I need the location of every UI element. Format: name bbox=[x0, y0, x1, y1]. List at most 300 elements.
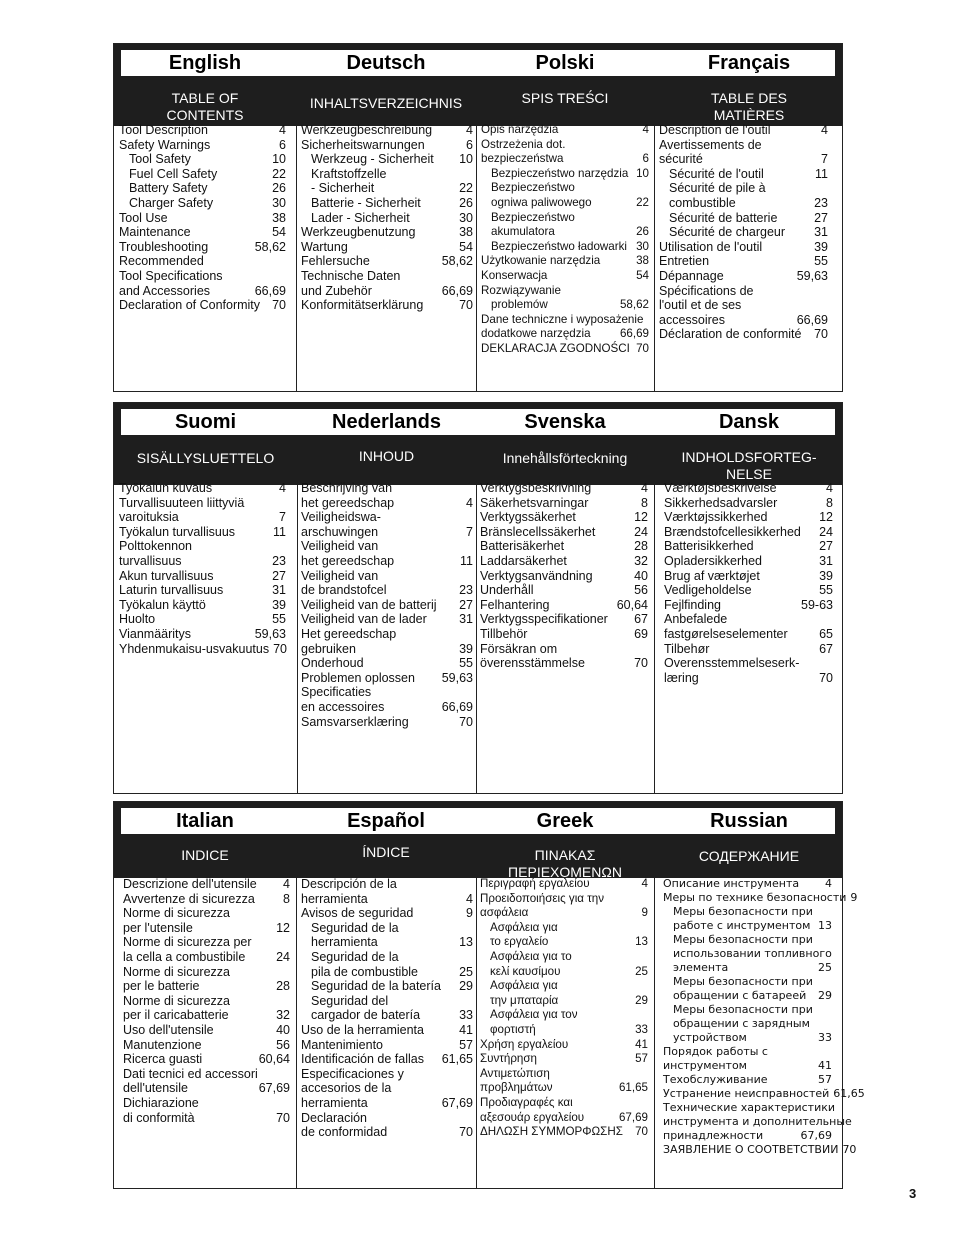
toc-entry-page: 4 bbox=[642, 123, 649, 136]
toc-entry bbox=[480, 656, 648, 671]
toc-entry bbox=[119, 138, 286, 153]
toc-entry-page: 29 bbox=[459, 979, 473, 994]
toc-entry bbox=[301, 1096, 473, 1111]
toc-entry-page: 67,69 bbox=[800, 1129, 832, 1142]
toc-entry-title: Overensstemmelseserk- bbox=[664, 656, 800, 671]
toc-entry-title: Spécifications de bbox=[659, 283, 754, 298]
toc-entry bbox=[480, 1023, 648, 1038]
toc-entry-title: bezpieczeństwa bbox=[481, 152, 564, 166]
toc-entry-title: Меры безопасности при bbox=[673, 905, 813, 918]
toc-entry bbox=[480, 627, 648, 642]
toc-entry-title: Mantenimiento bbox=[301, 1037, 383, 1052]
toc-entry bbox=[119, 525, 286, 540]
toc-entry-page: 13 bbox=[459, 935, 473, 950]
toc-entry-page: 40 bbox=[634, 568, 648, 583]
toc-entry-page: 41 bbox=[459, 1022, 473, 1037]
toc-entry-page: 67,69 bbox=[441, 1095, 473, 1110]
toc-entry bbox=[119, 167, 286, 182]
toc-entry-title: Меры безопасности при bbox=[673, 933, 813, 946]
toc-entry-title: Fehlersuche bbox=[301, 254, 370, 269]
toc-entry-page: 4 bbox=[641, 877, 648, 890]
toc-entry-title: Меры по технике безопасности bbox=[663, 891, 847, 904]
toc-entry-title: Werkzeugbeschreibung bbox=[301, 123, 433, 137]
toc-entry bbox=[480, 598, 648, 613]
toc-entry bbox=[480, 979, 648, 994]
toc-entry-page: 10 bbox=[636, 166, 649, 180]
toc-entry bbox=[664, 671, 833, 686]
toc-entry-title: ασφάλεια bbox=[480, 906, 529, 920]
toc-entry-title: cargador de batería bbox=[311, 1008, 421, 1023]
toc-entry-page: 27 bbox=[819, 539, 833, 554]
toc-entry bbox=[664, 510, 833, 525]
contents-heading: INDICE bbox=[181, 847, 229, 863]
toc-entry bbox=[480, 1008, 648, 1023]
toc-entry bbox=[659, 181, 828, 196]
toc-entry-page: 13 bbox=[635, 935, 648, 949]
contents-heading: ΠΙΝΑΚΑΣ ΠΕΡΙΕΧΟΜΕΝΩΝ bbox=[508, 847, 622, 880]
toc-entry-page: 25 bbox=[635, 964, 648, 978]
toc-entry-title: Brug af værktøjet bbox=[664, 568, 760, 583]
toc-entry-title: Ασφάλεια για bbox=[490, 920, 558, 934]
toc-entry-page: 10 bbox=[272, 152, 286, 167]
toc-entry-title: Identificación de fallas bbox=[301, 1052, 424, 1067]
toc-entry bbox=[663, 1087, 865, 1101]
toc-entry-page: 32 bbox=[634, 553, 648, 568]
toc-entry bbox=[119, 481, 286, 496]
toc-entry bbox=[659, 152, 828, 167]
toc-entry-page: 4 bbox=[821, 123, 828, 137]
toc-entry bbox=[301, 642, 473, 657]
toc-entry bbox=[659, 284, 828, 299]
toc-entry-page: 6 bbox=[642, 152, 649, 166]
toc-entry-title: Προειδοποιήσεις για την bbox=[480, 891, 605, 905]
toc-entry bbox=[659, 167, 828, 182]
toc-entry bbox=[301, 1111, 473, 1126]
toc-entry bbox=[301, 1008, 473, 1023]
toc-entry-title: Technische Daten bbox=[301, 268, 401, 283]
toc-entry-title: Bezpieczeństwo bbox=[491, 210, 575, 224]
toc-entry-title: Vedligeholdelse bbox=[664, 583, 752, 598]
toc-entry-title: Ασφάλεια για το bbox=[490, 949, 572, 963]
toc-entry-page: 66,69 bbox=[796, 312, 828, 327]
toc-entry-page: 38 bbox=[272, 210, 286, 225]
toc-entry bbox=[301, 715, 473, 730]
toc-entry-title: Sikkerhedsadvarsler bbox=[664, 495, 778, 510]
language-name: Russian bbox=[710, 810, 788, 832]
toc-entry bbox=[301, 138, 473, 153]
toc-entry-title: Opladersikkerhed bbox=[664, 553, 762, 568]
toc-entry-title: την μπαταρία bbox=[490, 993, 559, 1007]
toc-entry bbox=[664, 539, 833, 554]
toc-entry-page: 66,69 bbox=[254, 283, 286, 298]
toc-entry bbox=[480, 950, 648, 965]
toc-entries bbox=[664, 481, 833, 685]
toc-entry-title: Veiligheid van bbox=[301, 568, 379, 583]
language-name: Italian bbox=[176, 810, 234, 832]
toc-entry-title: работе с инструментом bbox=[673, 919, 811, 932]
toc-column bbox=[476, 403, 654, 795]
toc-entry bbox=[663, 1143, 857, 1157]
toc-entry bbox=[664, 554, 833, 569]
toc-entry-title: Norme di sicurezza bbox=[123, 964, 230, 979]
toc-entry-title: обращении с зарядным bbox=[673, 1017, 810, 1030]
toc-entry bbox=[481, 225, 649, 240]
toc-entry-page: 38 bbox=[636, 254, 649, 268]
toc-entry-page: 70 bbox=[276, 1110, 290, 1125]
toc-entry-page: 54 bbox=[459, 239, 473, 254]
toc-entry bbox=[301, 167, 473, 182]
toc-entry-page: 67,69 bbox=[258, 1081, 290, 1096]
toc-entry-page: 31 bbox=[814, 225, 828, 240]
toc-entry bbox=[301, 877, 473, 892]
toc-entry bbox=[481, 342, 649, 357]
toc-entry-title: Felhantering bbox=[480, 597, 550, 612]
toc-entry-title: herramienta bbox=[301, 891, 368, 906]
toc-entry-page: 9 bbox=[641, 906, 648, 920]
toc-entry-page: 30 bbox=[272, 195, 286, 210]
toc-entry-title: Norme di sicurezza bbox=[123, 993, 230, 1008]
toc-entry-title: en accessoires bbox=[301, 699, 385, 714]
toc-entry bbox=[301, 598, 473, 613]
toc-entry-title: arschuwingen bbox=[301, 524, 379, 539]
toc-entry-title: Försäkran om bbox=[480, 641, 558, 656]
toc-entry bbox=[119, 642, 286, 657]
toc-entry-title: Αντιμετώπιση bbox=[480, 1066, 550, 1080]
toc-entry bbox=[123, 935, 290, 950]
toc-entry bbox=[663, 905, 832, 919]
toc-entry bbox=[301, 583, 473, 598]
toc-entry-title: herramienta bbox=[301, 1095, 368, 1110]
toc-entry-title: sécurité bbox=[659, 152, 703, 167]
language-block bbox=[113, 43, 843, 392]
toc-entries bbox=[480, 877, 648, 1140]
toc-entry bbox=[301, 181, 473, 196]
toc-entry-title: Batterisäkerhet bbox=[480, 539, 565, 554]
toc-entry-page: 41 bbox=[818, 1059, 832, 1072]
toc-entry-title: herramienta bbox=[311, 935, 378, 950]
toc-entry bbox=[664, 656, 833, 671]
toc-entry bbox=[119, 598, 286, 613]
toc-entry-title: læring bbox=[664, 670, 699, 685]
toc-entry-title: Bezpieczeństwo bbox=[491, 181, 575, 195]
toc-entry bbox=[480, 994, 648, 1009]
toc-entry-title: Wartung bbox=[301, 239, 348, 254]
toc-entry bbox=[123, 906, 290, 921]
toc-entry-page: 70 bbox=[459, 298, 473, 313]
toc-entry-page: 55 bbox=[814, 254, 828, 269]
contents-heading: TABLE DES MATIÈRES bbox=[711, 90, 787, 123]
toc-entry bbox=[659, 254, 828, 269]
toc-entry-page: 56 bbox=[634, 583, 648, 598]
toc-entry bbox=[481, 167, 649, 182]
toc-entry-page: 54 bbox=[272, 225, 286, 240]
page-number: 3 bbox=[909, 1186, 917, 1201]
toc-entry bbox=[301, 298, 473, 313]
toc-entry-title: инструментом bbox=[663, 1059, 747, 1072]
contents-heading: ÍNDICE bbox=[362, 844, 410, 860]
toc-entry-title: Samsvarserklæring bbox=[301, 714, 409, 729]
toc-entry-title: Norme di sicurezza bbox=[123, 906, 230, 921]
toc-entry-title: Utilisation de l'outil bbox=[659, 239, 763, 254]
toc-entry-page: 66,69 bbox=[619, 327, 649, 341]
toc-entry-title: Charger Safety bbox=[129, 195, 214, 210]
toc-entry-page: 26 bbox=[636, 225, 649, 239]
toc-entry-title: κελί καυσίμου bbox=[490, 964, 561, 978]
toc-entries bbox=[301, 481, 473, 729]
toc-entry-page: 11 bbox=[815, 166, 828, 181]
toc-entry bbox=[119, 196, 286, 211]
toc-entry bbox=[301, 1125, 473, 1140]
toc-entry-page: 55 bbox=[272, 612, 286, 627]
toc-entry-page: 4 bbox=[466, 495, 473, 510]
toc-entry-page: 67,69 bbox=[618, 1110, 648, 1124]
toc-entry-title: Προδιαγραφές και bbox=[480, 1095, 573, 1109]
toc-entry-page: 33 bbox=[818, 1031, 832, 1044]
toc-entry-page: 61,65 bbox=[441, 1052, 473, 1067]
toc-entry bbox=[664, 627, 833, 642]
toc-entry-title: Opis narzędzia bbox=[481, 123, 559, 136]
toc-entry-page: 66,69 bbox=[441, 283, 473, 298]
toc-entry-page: 22 bbox=[272, 166, 286, 181]
toc-entry bbox=[301, 965, 473, 980]
toc-entry bbox=[119, 539, 286, 554]
toc-entry-page: 26 bbox=[459, 195, 473, 210]
toc-entry-page: 30 bbox=[636, 239, 649, 253]
toc-entry-title: προβλημάτων bbox=[480, 1081, 553, 1095]
toc-entry bbox=[301, 627, 473, 642]
toc-entry-page: 7 bbox=[466, 524, 473, 539]
toc-entry-page: 30 bbox=[459, 210, 473, 225]
toc-entry-page: 6 bbox=[466, 137, 473, 152]
toc-entry-page: 40 bbox=[276, 1022, 290, 1037]
toc-entry-title: Laddarsäkerhet bbox=[480, 553, 567, 568]
toc-entries bbox=[123, 877, 290, 1125]
toc-entry-page: 70 bbox=[272, 298, 286, 313]
toc-entry bbox=[480, 1067, 648, 1082]
toc-entry-page: 9 bbox=[850, 891, 858, 904]
toc-entry bbox=[123, 1081, 290, 1096]
toc-entry bbox=[480, 1125, 648, 1140]
toc-entry-title: dell'utensile bbox=[123, 1081, 188, 1096]
toc-entry bbox=[480, 1081, 648, 1096]
toc-entry bbox=[119, 583, 286, 598]
language-block bbox=[113, 801, 865, 1189]
toc-entry-page: 8 bbox=[283, 891, 290, 906]
toc-entry-page: 4 bbox=[826, 481, 833, 495]
toc-entry bbox=[481, 327, 649, 342]
toc-entry-page: 7 bbox=[279, 510, 286, 525]
toc-entry-page: 60,64 bbox=[616, 597, 648, 612]
toc-entry-title: Recommended bbox=[119, 254, 204, 269]
toc-entry bbox=[301, 284, 473, 299]
toc-entry-page: 23 bbox=[814, 195, 828, 210]
language-name: Français bbox=[707, 52, 791, 74]
toc-entry bbox=[301, 481, 473, 496]
toc-column bbox=[296, 44, 476, 393]
toc-entry-title: Uso dell'utensile bbox=[123, 1022, 214, 1037]
toc-entry-title: Техобслуживание bbox=[663, 1073, 768, 1086]
toc-entry-title: Seguridad de la bbox=[311, 949, 399, 964]
toc-entry bbox=[480, 539, 648, 554]
toc-entry-title: ogniwa paliwowego bbox=[491, 195, 592, 209]
toc-entry bbox=[119, 298, 286, 313]
contents-heading: SPIS TREŚCI bbox=[521, 90, 609, 106]
toc-entry bbox=[481, 284, 649, 299]
toc-entry bbox=[301, 496, 473, 511]
toc-entry bbox=[481, 196, 649, 211]
toc-entry-title: Технические характеристики bbox=[663, 1101, 836, 1114]
toc-entry-title: de conformidad bbox=[301, 1125, 388, 1140]
toc-entry-page: 29 bbox=[635, 993, 648, 1007]
language-name: Español bbox=[347, 810, 425, 832]
toc-entry-page: 65 bbox=[819, 626, 833, 641]
toc-entry-page: 31 bbox=[459, 612, 473, 627]
contents-heading: INHOUD bbox=[358, 448, 415, 464]
toc-entry-title: Werkzeug - Sicherheit bbox=[311, 152, 434, 167]
toc-entry-page: 27 bbox=[814, 210, 828, 225]
toc-entry-title: und Zubehör bbox=[301, 283, 372, 298]
toc-entry bbox=[123, 994, 290, 1009]
toc-entry bbox=[663, 961, 832, 975]
toc-entry bbox=[301, 1081, 473, 1096]
toc-entry-title: Bezpieczeństwo ładowarki bbox=[491, 239, 627, 253]
toc-entry-page: 11 bbox=[273, 524, 286, 539]
toc-entry-page: 41 bbox=[635, 1037, 648, 1051]
toc-entry bbox=[480, 642, 648, 657]
toc-entry-title: Rozwiązywanie bbox=[481, 283, 561, 297]
toc-entry bbox=[301, 656, 473, 671]
toc-entry-page: 27 bbox=[272, 568, 286, 583]
toc-entry-title: di conformità bbox=[123, 1110, 195, 1125]
toc-entry bbox=[123, 1067, 290, 1082]
toc-entry bbox=[663, 1003, 832, 1017]
toc-entry-title: Laturin turvallisuus bbox=[119, 583, 224, 598]
toc-column bbox=[654, 802, 865, 1190]
toc-entry bbox=[664, 569, 833, 584]
toc-entry bbox=[119, 254, 286, 269]
toc-entry-title: Safety Warnings bbox=[119, 137, 211, 152]
toc-entry bbox=[481, 269, 649, 284]
toc-entry-title: het gereedschap bbox=[301, 495, 395, 510]
toc-entry-title: устройством bbox=[673, 1031, 747, 1044]
toc-entry-title: Seguridad de la bbox=[311, 920, 399, 935]
toc-entry-page: 28 bbox=[634, 539, 648, 554]
toc-entry-title: Uso de la herramienta bbox=[301, 1022, 424, 1037]
toc-entry bbox=[481, 138, 649, 153]
toc-entry bbox=[480, 1038, 648, 1053]
contents-heading: Innehållsförteckning bbox=[502, 450, 628, 466]
toc-entry-page: 70 bbox=[842, 1143, 857, 1156]
toc-entry-title: Меры безопасности при bbox=[673, 1003, 813, 1016]
toc-entry bbox=[123, 1096, 290, 1111]
contents-heading: SISÄLLYSLUETTELO bbox=[136, 450, 275, 466]
toc-entry-page: 4 bbox=[825, 877, 832, 890]
toc-entry bbox=[663, 1031, 832, 1045]
toc-entry-page: 54 bbox=[636, 268, 649, 282]
contents-heading: TABLE OF CONTENTS bbox=[166, 90, 244, 123]
toc-entry-page: 27 bbox=[459, 597, 473, 612]
toc-entry-page: 6 bbox=[279, 137, 286, 152]
toc-entry bbox=[301, 950, 473, 965]
toc-entry-title: Tilbehør bbox=[664, 641, 710, 656]
toc-entry-page: 24 bbox=[634, 524, 648, 539]
toc-entry-title: Ostrzeżenia dot. bbox=[481, 137, 566, 151]
toc-entry bbox=[664, 481, 833, 496]
toc-entry bbox=[123, 979, 290, 994]
toc-entry bbox=[301, 269, 473, 284]
toc-entry bbox=[301, 1052, 473, 1067]
toc-entry-title: Akun turvallisuus bbox=[119, 568, 214, 583]
toc-entry-page: 39 bbox=[819, 568, 833, 583]
toc-entry bbox=[663, 877, 832, 891]
toc-entry-title: Seguridad de la batería bbox=[311, 979, 441, 994]
toc-entry-title: Norme di sicurezza per bbox=[123, 935, 252, 950]
toc-entry bbox=[659, 269, 828, 284]
toc-entry-page: 12 bbox=[634, 510, 648, 525]
toc-entry-title: Użytkowanie narzędzia bbox=[481, 254, 601, 268]
toc-entry bbox=[119, 225, 286, 240]
toc-column bbox=[476, 44, 654, 393]
toc-entry bbox=[664, 583, 833, 598]
toc-entry bbox=[659, 240, 828, 255]
toc-entry-title: Sécurité de chargeur bbox=[669, 225, 786, 240]
toc-entry bbox=[480, 583, 648, 598]
language-name: Polski bbox=[535, 52, 595, 74]
toc-entry-page: 24 bbox=[276, 949, 290, 964]
toc-entry bbox=[123, 892, 290, 907]
toc-entry bbox=[481, 152, 649, 167]
toc-entry bbox=[480, 906, 648, 921]
toc-entry bbox=[119, 510, 286, 525]
toc-entry-page: 28 bbox=[276, 979, 290, 994]
toc-entry-page: 70 bbox=[814, 327, 828, 342]
toc-entry-page: 70 bbox=[634, 656, 648, 671]
toc-entry bbox=[659, 298, 828, 313]
toc-column bbox=[114, 44, 296, 393]
toc-entry-page: 39 bbox=[459, 641, 473, 656]
toc-entry-page: 55 bbox=[459, 656, 473, 671]
toc-entry-title: Onderhoud bbox=[301, 656, 364, 671]
toc-entry bbox=[480, 569, 648, 584]
toc-entry-page: 32 bbox=[276, 1008, 290, 1023]
toc-entry-page: 23 bbox=[272, 553, 286, 568]
toc-entry-title: Veiligheid van de batterij bbox=[301, 597, 437, 612]
toc-entry-title: Lader - Sicherheit bbox=[311, 210, 410, 225]
toc-entry bbox=[301, 510, 473, 525]
toc-entry-title: DEKLARACJA ZGODNOŚCI bbox=[481, 341, 630, 355]
toc-entry bbox=[301, 671, 473, 686]
toc-entry-title: Dane techniczne i wyposażenie bbox=[481, 312, 644, 326]
toc-entry-page: 8 bbox=[641, 495, 648, 510]
toc-entry-title: de brandstofcel bbox=[301, 583, 387, 598]
toc-entry-title: Kraftstoffzelle bbox=[311, 166, 387, 181]
toc-entry-title: Avvertenze di sicurezza bbox=[123, 891, 255, 906]
toc-entry bbox=[480, 510, 648, 525]
toc-entry bbox=[663, 1045, 832, 1059]
toc-entry-page: 56 bbox=[276, 1037, 290, 1052]
toc-entry bbox=[480, 1096, 648, 1111]
toc-entry bbox=[119, 496, 286, 511]
toc-entries bbox=[663, 877, 865, 1157]
toc-entry-title: ΔΗΛΩΣΗ ΣΥΜΜΟΡΦΩΣΗΣ bbox=[480, 1125, 623, 1139]
toc-entry-title: Ασφάλεια για τον bbox=[490, 1008, 578, 1022]
toc-entry bbox=[659, 225, 828, 240]
toc-entry-title: Veiligheid van bbox=[301, 539, 379, 554]
toc-entry bbox=[480, 965, 648, 980]
toc-entry bbox=[663, 919, 832, 933]
toc-entry-title: het gereedschap bbox=[301, 553, 395, 568]
toc-entry-title: использовании топливного bbox=[673, 947, 832, 960]
